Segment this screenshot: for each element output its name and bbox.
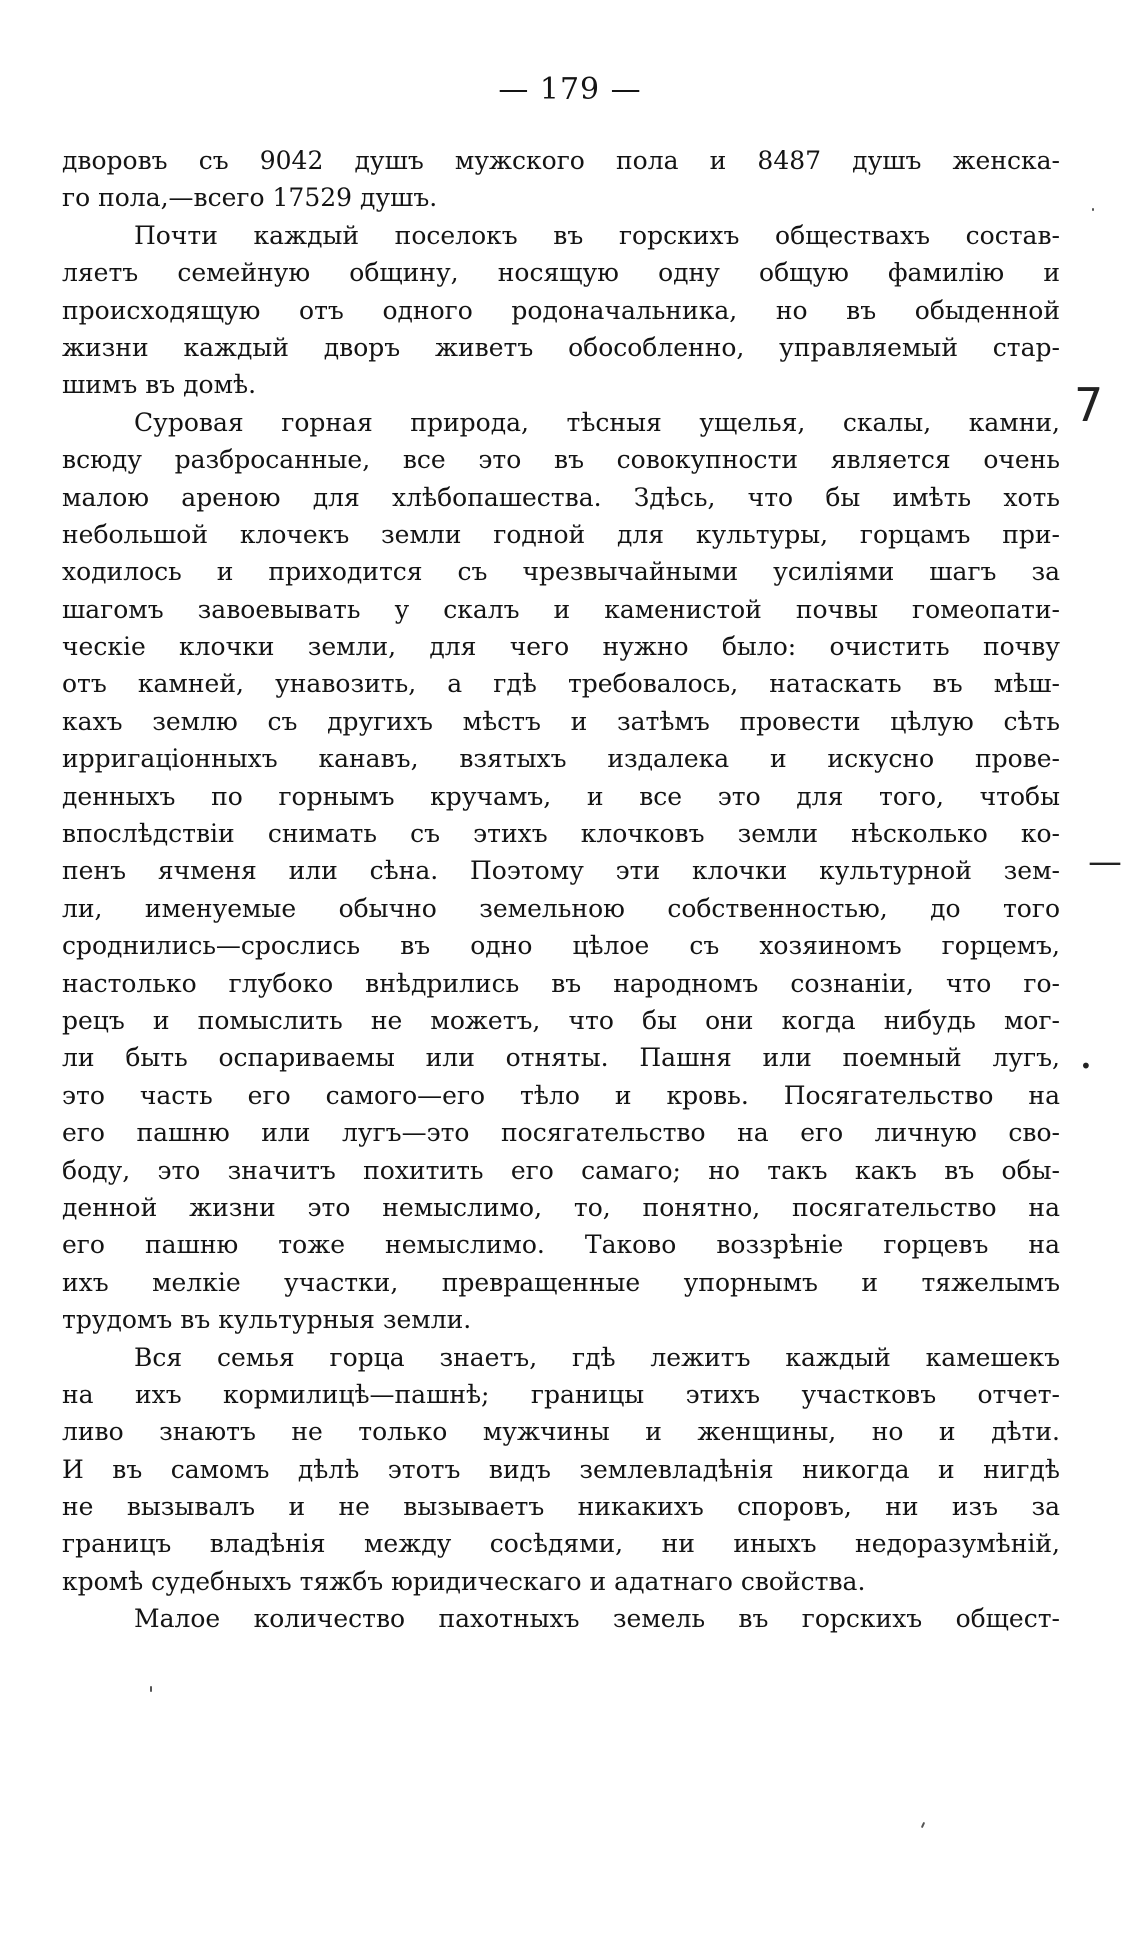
text-line: Почти каждый поселокъ въ горскихъ обществахъ состав-	[134, 220, 1060, 250]
text-line: шимъ въ домѣ.	[62, 370, 257, 400]
margin-dash-mark: —	[1088, 842, 1122, 882]
text-line: границъ владѣнія между сосѣдями, ни иныхъ недоразумѣній,	[62, 1529, 1060, 1559]
text-line: малою ареною для хлѣбопашества. Здѣсь, что бы имѣть хоть	[62, 482, 1060, 512]
text-line: ходилось и приходится съ чрезвычайными усиліями шагъ за	[62, 557, 1060, 587]
text-line: на ихъ кормилицѣ—пашнѣ; границы этихъ участковъ отчет-	[62, 1379, 1060, 1409]
text-line: рецъ и помыслить не можетъ, что бы они когда нибудь мог-	[62, 1005, 1060, 1035]
text-line: ливо знаютъ не только мужчины и женщины, но и дѣти.	[62, 1417, 1060, 1447]
text-line: ли быть оспариваемы или отняты. Пашня или поемный лугъ,	[62, 1043, 1060, 1073]
text-line: денной жизни это немыслимо, то, понятно, посягательство на	[62, 1192, 1060, 1222]
text-line: его пашню тоже немыслимо. Таково воззрѣніе горцевъ на	[62, 1230, 1060, 1260]
text-line: денныхъ по горнымъ кручамъ, и все это для того, чтобы	[62, 781, 1060, 811]
text-line: Вся семья горца знаетъ, гдѣ лежитъ каждый камешекъ	[134, 1342, 1060, 1372]
text-line: го пола,—всего 17529 душъ.	[62, 183, 438, 213]
text-line: это часть его самого—его тѣло и кровь. Посягательство на	[62, 1080, 1060, 1110]
paper-speck	[1092, 208, 1094, 211]
text-line: кромѣ судебныхъ тяжбъ юридическаго и адатнаго свойства.	[62, 1566, 866, 1596]
text-line: ихъ мелкіе участки, превращенные упорнымъ и тяжелымъ	[62, 1267, 1060, 1297]
text-line: ляетъ семейную общину, носящую одну общую фамилію и	[62, 258, 1060, 288]
text-line: ли, именуемые обычно земельною собственностью, до того	[62, 893, 1060, 923]
text-line: ирригаціонныхъ канавъ, взятыхъ издалека и искусно прове-	[62, 744, 1060, 774]
margin-note-seven: 7	[1074, 378, 1104, 432]
text-line: всюду разбросанные, все это въ совокупности является очень	[62, 445, 1060, 475]
text-line: сроднились—срослись въ одно цѣлое съ хозяиномъ горцемъ,	[62, 931, 1060, 961]
text-line: отъ камней, унавозить, а гдѣ требовалось, натаскать въ мѣш-	[62, 669, 1060, 699]
text-line: ческіе клочки земли, для чего нужно было: очистить почву	[62, 632, 1060, 662]
text-line: кахъ землю съ другихъ мѣстъ и затѣмъ провести цѣлую сѣть	[62, 706, 1060, 736]
text-line: его пашню или лугъ—это посягательство на его личную сво-	[62, 1118, 1060, 1148]
text-line: Малое количество пахотныхъ земель въ горскихъ общест-	[134, 1604, 1060, 1634]
text-line: небольшой клочекъ земли годной для культуры, горцамъ при-	[62, 519, 1060, 549]
text-line: жизни каждый дворъ живетъ обособленно, управляемый стар-	[62, 332, 1060, 362]
text-line: происходящую отъ одного родоначальника, но въ обыденной	[62, 295, 1060, 325]
text-line: Суровая горная природа, тѣсныя ущелья, скалы, камни,	[134, 407, 1060, 437]
text-line: впослѣдствіи снимать съ этихъ клочковъ земли нѣсколько ко-	[62, 819, 1060, 849]
text-line: И въ самомъ дѣлѣ этотъ видъ землевладѣнія никогда и нигдѣ	[62, 1454, 1060, 1484]
page-number: — 179 —	[498, 72, 642, 107]
paper-speck	[921, 1822, 925, 1828]
text-line: пенъ ячменя или сѣна. Поэтому эти клочки культурной зем-	[62, 856, 1060, 886]
text-line: настолько глубоко внѣдрились въ народномъ сознаніи, что го-	[62, 968, 1060, 998]
margin-dot-mark: •	[1080, 1054, 1092, 1078]
paper-speck	[150, 1686, 152, 1692]
text-line: трудомъ въ культурныя земли.	[62, 1305, 472, 1335]
text-line: не вызывалъ и не вызываетъ никакихъ споровъ, ни изъ за	[62, 1492, 1060, 1522]
body-text	[62, 142, 1060, 1638]
text-line: дворовъ съ 9042 душъ мужского пола и 8487 душъ женска-	[62, 146, 1060, 175]
text-line: шагомъ завоевывать у скалъ и каменистой почвы гомеопати-	[62, 594, 1060, 624]
text-line: боду, это значитъ похитить его самаго; но такъ какъ въ обы-	[62, 1155, 1060, 1185]
